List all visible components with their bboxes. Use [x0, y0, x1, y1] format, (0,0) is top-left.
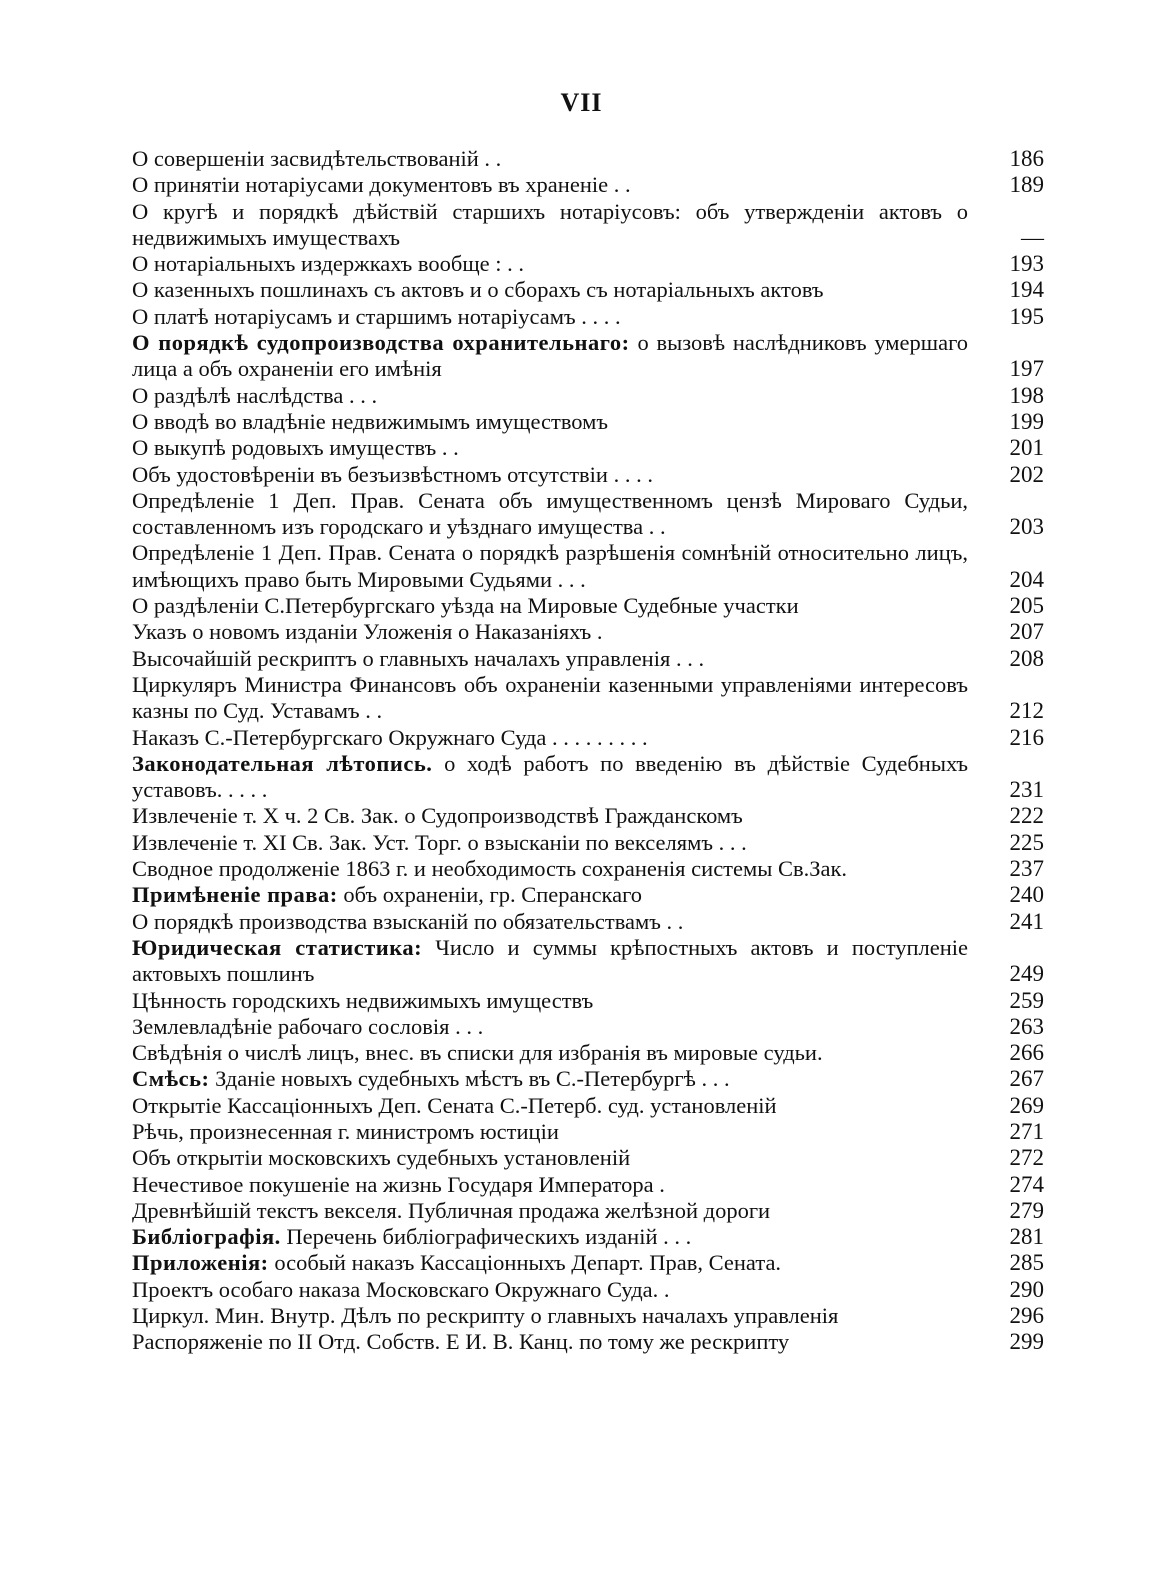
entry-text: Опредѣленіе 1 Деп. Прав. Сената о порядкѣ разрѣшенія сомнѣній относительно лицъ, имѣющихъ право быть Мировыми Судьями . . .	[132, 540, 968, 592]
toc-entry-title	[132, 1277, 982, 1303]
entry-text: О платѣ нотаріусамъ и старшимъ нотаріусамъ . . . .	[132, 303, 621, 329]
page-number: 259	[1009, 987, 1044, 1013]
entry-text: Опредѣленіе 1 Деп. Прав. Сената объ имущественномъ цензѣ Мироваго Судьи, составленномъ изъ городскаго и уѣзднаго имущества . .	[132, 487, 968, 540]
toc-entry	[132, 751, 1044, 804]
toc-entry	[132, 1145, 1044, 1171]
page-number: 222	[1009, 803, 1044, 829]
entry-text: объ охраненіи, гр. Сперанскаго	[343, 882, 643, 908]
toc-entry-title	[132, 1303, 982, 1329]
toc-entry	[132, 909, 1044, 935]
toc-entry-title	[132, 146, 982, 172]
toc-entry-title	[132, 251, 982, 277]
entry-text: О совершеніи засвидѣтельствованій . .	[132, 146, 502, 171]
toc-entry	[132, 277, 1044, 303]
section-heading: Смѣсь:	[132, 1066, 210, 1092]
toc-entry-title	[132, 1198, 982, 1224]
toc-entry-title	[132, 1329, 982, 1355]
toc-entry	[132, 251, 1044, 277]
page-number: 274	[1009, 1171, 1044, 1197]
toc-entry-title	[132, 540, 982, 593]
entry-text: Объ удостовѣреніи въ безъизвѣстномъ отсутствіи . . . .	[132, 461, 653, 487]
entry-text: Указъ о новомъ изданіи Уложенія о Наказаніяхъ .	[132, 619, 603, 645]
entry-text: О выкупѣ родовыхъ имуществъ . .	[132, 435, 459, 461]
section-heading: Юридическая статистика:	[132, 934, 423, 960]
entry-text: О кругѣ и порядкѣ дѣйствій старшихъ нотаріусовъ: объ утвержденіи актовъ о недвижимыхъ имуществахъ	[132, 198, 968, 250]
page-number: 269	[1009, 1092, 1044, 1118]
page-number: 249	[1009, 961, 1044, 987]
toc-entry-title	[132, 909, 982, 935]
toc-entry-title	[132, 304, 982, 330]
page-number: 202	[1009, 461, 1044, 487]
toc-entry-title	[132, 882, 982, 908]
toc-entry	[132, 935, 1044, 988]
toc-entry-title	[132, 172, 982, 198]
toc-entry	[132, 803, 1044, 829]
page-number: 241	[1009, 908, 1044, 934]
toc-entry-title	[132, 856, 982, 882]
page-number: 240	[1009, 882, 1044, 908]
page-number: 281	[1009, 1224, 1044, 1250]
entry-text: о ходѣ работъ по введенію въ дѣйствіе Судебныхъ уставовъ. . . . .	[132, 750, 968, 803]
toc-entry-title	[132, 1224, 982, 1250]
page-number: 263	[1009, 1013, 1044, 1039]
entry-text: особый наказъ Кассаціонныхъ Департ. Прав, Сената.	[274, 1250, 782, 1276]
toc-entry	[132, 330, 1044, 383]
toc-entry	[132, 172, 1044, 198]
toc-entry	[132, 146, 1044, 172]
entry-text: о вызовѣ наслѣдниковъ умершаго лица а объ охраненіи его имѣнія	[132, 330, 969, 382]
entry-text: О раздѣлѣ наслѣдства . . .	[132, 382, 378, 408]
section-heading: О порядкѣ судопроизводства охранительнаго:	[132, 330, 630, 356]
page-number: 237	[1009, 856, 1044, 882]
toc-entry	[132, 1014, 1044, 1040]
toc-entry	[132, 540, 1044, 593]
toc-entry-title	[132, 488, 982, 541]
toc-entry	[132, 1250, 1044, 1276]
page-number: 201	[1009, 435, 1044, 461]
toc-entry	[132, 725, 1044, 751]
page-number: 204	[1009, 566, 1044, 592]
toc-entry-title	[132, 383, 982, 409]
toc-entry	[132, 1093, 1044, 1119]
page-number: 207	[1009, 619, 1044, 645]
entry-text: Перечень библіографическихъ изданій . . .	[286, 1224, 692, 1250]
page-number: 216	[1009, 724, 1044, 750]
toc-entry	[132, 383, 1044, 409]
toc-entry	[132, 435, 1044, 461]
toc-entry-title	[132, 1172, 982, 1198]
toc-entry	[132, 593, 1044, 619]
toc-entry-title	[132, 277, 982, 303]
toc-entry	[132, 1066, 1044, 1092]
toc-entry-title	[132, 935, 982, 988]
toc-entry-title	[132, 619, 982, 645]
page-number: 212	[1009, 698, 1044, 724]
toc-entry	[132, 646, 1044, 672]
toc-entry	[132, 882, 1044, 908]
page-number: 266	[1009, 1040, 1044, 1066]
entry-text: Нечестивое покушеніе на жизнь Государя Императора .	[132, 1171, 665, 1197]
section-heading: Примѣненіе права:	[132, 882, 338, 908]
page-number: 290	[1009, 1276, 1044, 1302]
toc-entry-title	[132, 593, 982, 619]
toc-entry-title	[132, 435, 982, 461]
toc-entry-title	[132, 1066, 982, 1092]
toc-entry-title	[132, 1145, 982, 1171]
section-heading: Приложенія:	[132, 1250, 269, 1276]
toc-entry	[132, 856, 1044, 882]
toc-entry-title	[132, 803, 982, 829]
toc-entry	[132, 988, 1044, 1014]
toc-entry-title	[132, 751, 982, 804]
page-number: 208	[1009, 645, 1044, 671]
toc-entry-title	[132, 1040, 982, 1066]
toc-entry	[132, 619, 1044, 645]
page-number: 186	[1009, 146, 1044, 171]
toc-entry-title	[132, 1014, 982, 1040]
toc-entry	[132, 304, 1044, 330]
page-number: 299	[1009, 1329, 1044, 1355]
entry-text: Проектъ особаго наказа Московскаго Окружнаго Суда. .	[132, 1276, 670, 1302]
entry-text: Открытіе Кассаціонныхъ Деп. Сената С.-Петерб. суд. установленій	[132, 1092, 777, 1118]
toc-entry-title	[132, 409, 982, 435]
page-number: 231	[1009, 777, 1044, 803]
page-number: 272	[1009, 1145, 1044, 1171]
toc-entry-title	[132, 646, 982, 672]
toc-entry	[132, 1040, 1044, 1066]
page-number: 225	[1009, 829, 1044, 855]
entry-text: Землевладѣніе рабочаго сословія . . .	[132, 1013, 484, 1039]
toc-entry	[132, 1198, 1044, 1224]
page-number: 279	[1009, 1197, 1044, 1223]
entry-text: Рѣчь, произнесенная г. министромъ юстиціи	[132, 1118, 559, 1144]
entry-text: О нотаріальныхъ издержкахъ вообще : . .	[132, 251, 525, 277]
page-number: 205	[1009, 593, 1044, 619]
entry-text: Число и суммы крѣпостныхъ актовъ и поступленіе актовыхъ пошлинъ	[132, 934, 969, 987]
section-heading: Библіографія.	[132, 1224, 281, 1250]
toc-entry-title	[132, 1093, 982, 1119]
entry-text: Высочайшій рескриптъ о главныхъ началахъ управленія . . .	[132, 645, 705, 671]
toc-entry-title	[132, 725, 982, 751]
toc-entry-title	[132, 330, 982, 383]
page-number: 285	[1009, 1250, 1044, 1276]
toc-entry	[132, 1224, 1044, 1250]
toc-entry	[132, 462, 1044, 488]
toc-entry	[132, 1172, 1044, 1198]
page-number: —	[1021, 224, 1044, 250]
toc-entry	[132, 199, 1044, 252]
page-number: 199	[1009, 408, 1044, 434]
page-number: 271	[1009, 1118, 1044, 1144]
toc-entry-title	[132, 988, 982, 1014]
entry-text: Объ открытіи московскихъ судебныхъ установленій	[132, 1145, 631, 1171]
entry-text: Циркул. Мин. Внутр. Дѣлъ по рескрипту о главныхъ началахъ управленія	[132, 1303, 839, 1329]
entry-text: Извлеченіе т. X ч. 2 Св. Зак. о Судопроизводствѣ Гражданскомъ	[132, 803, 743, 829]
entry-text: Извлеченіе т. XI Св. Зак. Уст. Торг. о взысканіи по векселямъ . . .	[132, 829, 747, 855]
entry-text: О вводѣ во владѣніе недвижимымъ имуществомъ	[132, 408, 608, 434]
toc-entry-title	[132, 1119, 982, 1145]
toc-entry-title	[132, 199, 982, 252]
page-number: 267	[1009, 1066, 1044, 1092]
toc-entry	[132, 1277, 1044, 1303]
entry-text: Наказъ С.-Петербургскаго Окружнаго Суда . . . . . . . . .	[132, 724, 648, 750]
entry-text: О порядкѣ производства взысканій по обязательствамъ . .	[132, 908, 684, 934]
page-number: 197	[1009, 356, 1044, 382]
page-folio: VII	[560, 88, 603, 117]
page-number: 198	[1009, 382, 1044, 408]
toc-entry	[132, 830, 1044, 856]
toc-entry-title	[132, 462, 982, 488]
toc-entry	[132, 1303, 1044, 1329]
entry-text: О казенныхъ пошлинахъ съ актовъ и о сборахъ съ нотаріальныхъ актовъ	[132, 277, 824, 303]
toc-entry	[132, 409, 1044, 435]
entry-text: Зданіе новыхъ судебныхъ мѣстъ въ С.-Петербургѣ . . .	[215, 1066, 730, 1092]
entry-text: О принятіи нотаріусами документовъ въ храненіе . .	[132, 172, 631, 198]
toc-entry-title	[132, 672, 982, 725]
entry-text: О раздѣленіи С.Петербургскаго уѣзда на Мировые Судебные участки	[132, 593, 799, 619]
page-number: 203	[1009, 514, 1044, 540]
page-number: 296	[1009, 1303, 1044, 1329]
entry-text: Сводное продолженіе 1863 г. и необходимость сохраненія системы Св.Зак.	[132, 856, 848, 882]
entry-text: Распоряженіе по II Отд. Собств. Е И. В. Канц. по тому же рескрипту	[132, 1329, 790, 1355]
section-heading: Законодательная лѣтопись.	[132, 750, 433, 776]
toc-entry-title	[132, 830, 982, 856]
toc-entry	[132, 1329, 1044, 1355]
toc-entry	[132, 488, 1044, 541]
toc-entry	[132, 672, 1044, 725]
entry-text: Древнѣйшій текстъ векселя. Публичная продажа желѣзной дороги	[132, 1197, 771, 1223]
page-number: 195	[1009, 303, 1044, 329]
entry-text: Циркуляръ Министра Финансовъ объ охраненіи казенными управленіями интересовъ казны по Суд. Уставамъ . .	[132, 671, 968, 724]
page-number: 193	[1009, 251, 1044, 277]
entry-text: Цѣнность городскихъ недвижимыхъ имуществъ	[132, 987, 594, 1013]
toc-entry	[132, 1119, 1044, 1145]
page-number: 194	[1009, 277, 1044, 303]
entry-text: Свѣдѣнія о числѣ лицъ, внес. въ списки для избранія въ мировые судьи.	[132, 1040, 823, 1066]
page-number: 189	[1009, 172, 1044, 198]
toc-entry-title	[132, 1250, 982, 1276]
table-of-contents	[132, 146, 1044, 1356]
